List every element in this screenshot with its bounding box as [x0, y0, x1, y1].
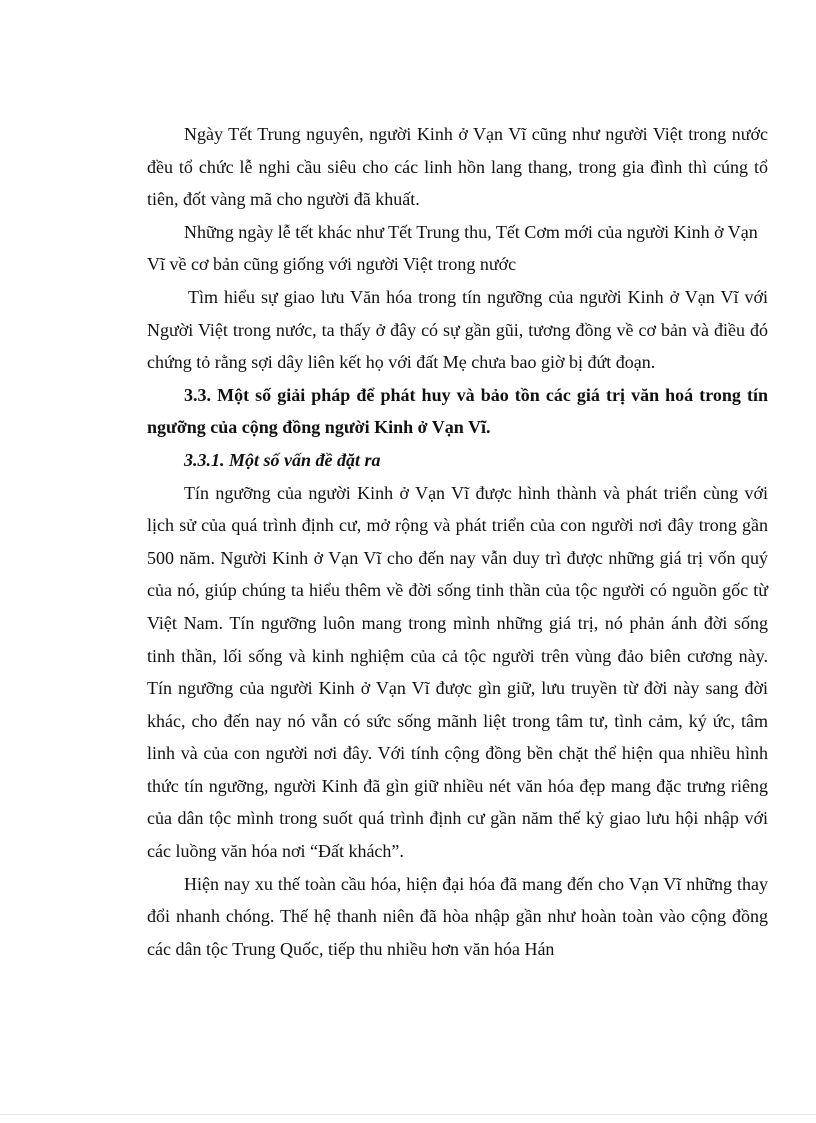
paragraph-globalization: Hiện nay xu thế toàn cầu hóa, hiện đại hóa đã mang đến cho Vạn Vĩ những thay đổi nhanh chóng. Thế hệ thanh niên đã hòa nhập gần như hoàn toàn vào cộng đồng các dân tộc Trung Quốc, tiếp thu nhiều hơn văn hóa Hán [147, 873, 768, 959]
paragraph-trung-nguyen: Ngày Tết Trung nguyên, người Kinh ở Vạn Vĩ cũng như người Việt trong nước đều tổ chức lễ nghi cầu siêu cho các linh hồn lang thang, trong gia đình thì cúng tổ tiên, đốt vàng mã cho người đã khuất. [147, 124, 768, 210]
paragraph-cultural-exchange: Tìm hiểu sự giao lưu Văn hóa trong tín ngưỡng của người Kinh ở Vạn Vĩ với Người Việt trong nước, ta thấy ở đây có sự gần gũi, tương đồng về cơ bản và điều đó chứng tỏ rằng sợi dây liên kết họ với đất Mẹ chưa bao giờ bị đứt đoạn. [147, 286, 768, 373]
section-heading-3-3: 3.3. Một số giải pháp để phát huy và bảo tồn các giá trị văn hoá trong tín ngưỡng của cộng đồng người Kinh ở Vạn Vĩ. [147, 384, 768, 438]
document-body [147, 118, 768, 965]
subsection-heading-3-3-1: 3.3.1. Một số vấn đề đặt ra [184, 449, 381, 470]
page-bottom-divider [0, 1114, 816, 1115]
paragraph-belief-history: Tín ngưỡng của người Kinh ở Vạn Vĩ được hình thành và phát triển cùng với lịch sử của quá trình định cư, mở rộng và phát triển của con người nơi đây trong gần 500 năm. Người Kinh ở Vạn Vĩ cho đến nay vẫn duy trì được những giá trị vốn quý của nó, giúp chúng ta hiểu thêm về đời sống tinh thần của tộc người có nguồn gốc từ Việt Nam. Tín ngưỡng luôn mang trong mình những giá trị, nó phản ánh đời sống tinh thần, lối sống và kinh nghiệm của cả tộc người trên vùng đảo biên cương này. Tín ngưỡng của người Kinh ở Vạn Vĩ được gìn giữ, lưu truyền từ đời này sang đời khác, cho đến nay nó vẫn có sức sống mãnh liệt trong tâm tư, tình cảm, ký ức, tâm linh và của con người nơi đây. Với tính cộng đồng bền chặt thể hiện qua nhiều hình thức tín ngưỡng, người Kinh đã gìn giữ nhiều nét văn hóa đẹp mang đặc trưng riêng của dân tộc mình trong suốt quá trình định cư gần năm thế kỷ giao lưu hội nhập với các luồng văn hóa nơi “Đất khách”. [147, 482, 768, 862]
paragraph-other-holidays: Những ngày lễ tết khác như Tết Trung thu, Tết Cơm mới của người Kinh ở Vạn Vĩ về cơ bản cũng giống với người Việt trong nước [147, 221, 758, 275]
